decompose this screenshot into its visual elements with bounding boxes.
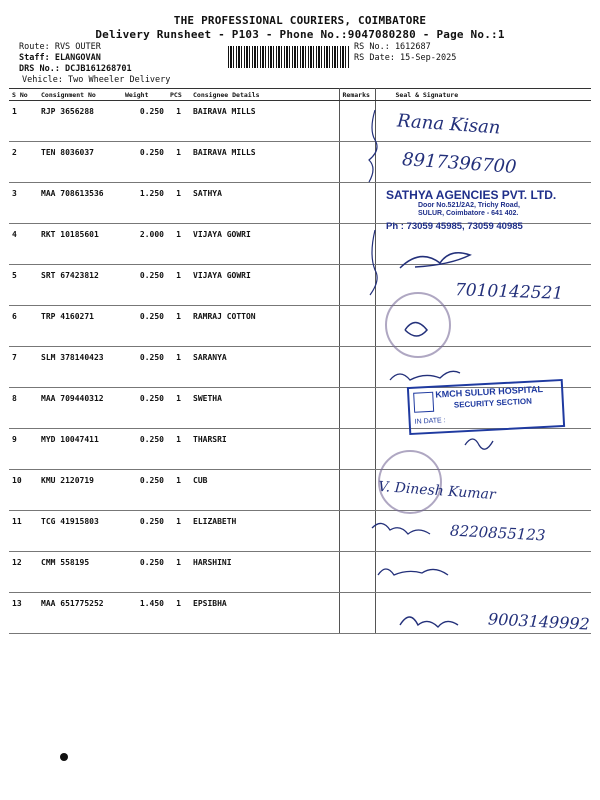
cell-consignment: CMM 558195 xyxy=(38,552,122,593)
cell-sno: 8 xyxy=(9,388,38,429)
cell-consignee: SATHYA xyxy=(190,183,339,224)
runsheet-title: Delivery Runsheet - P103 - Phone No.:9047080280 - Page No.:1 xyxy=(95,28,505,41)
col-seal: Seal & Signature xyxy=(375,89,591,101)
cell-consignee: CUB xyxy=(190,470,339,511)
cell-weight: 1.250 xyxy=(122,183,167,224)
cell-sno: 9 xyxy=(9,429,38,470)
cell-pcs: 1 xyxy=(167,470,190,511)
phone-row2: 8917396700 xyxy=(401,149,518,178)
cell-consignee: HARSHINI xyxy=(190,552,339,593)
cell-weight: 1.450 xyxy=(122,593,167,634)
cell-pcs: 1 xyxy=(167,347,190,388)
col-consignment: Consignment No xyxy=(38,89,122,101)
cell-pcs: 1 xyxy=(167,101,190,142)
stamp-phone: Ph : 73059 45985, 73059 40985 xyxy=(386,221,523,232)
cell-weight: 0.250 xyxy=(122,306,167,347)
scan-mark xyxy=(60,753,68,761)
cell-pcs: 1 xyxy=(167,265,190,306)
cell-pcs: 1 xyxy=(167,183,190,224)
route-label: Route: RVS OUTER xyxy=(19,42,101,52)
vehicle-label: Vehicle: Two Wheeler Delivery xyxy=(22,75,171,85)
cell-pcs: 1 xyxy=(167,306,190,347)
col-sno: S No xyxy=(9,89,38,101)
staff-label: Staff: ELANGOVAN xyxy=(19,53,101,63)
cell-sno: 2 xyxy=(9,142,38,183)
cell-weight: 0.250 xyxy=(122,429,167,470)
cell-pcs: 1 xyxy=(167,552,190,593)
cell-consignment: MYD 10047411 xyxy=(38,429,122,470)
cell-consignee: EPSIBHA xyxy=(190,593,339,634)
phone-row5: 7010142521 xyxy=(454,280,564,304)
cell-weight: 2.000 xyxy=(122,224,167,265)
signature-row10: V. Dinesh Kumar xyxy=(377,478,497,504)
signature-name-row1: Rana Kisan xyxy=(396,110,502,139)
col-pcs: PCS xyxy=(167,89,190,101)
stamp-company-name: SATHYA AGENCIES PVT. LTD. xyxy=(386,188,557,202)
cell-sno: 12 xyxy=(9,552,38,593)
cell-consignment: MAA 708613536 xyxy=(38,183,122,224)
cell-sno: 4 xyxy=(9,224,38,265)
cell-pcs: 1 xyxy=(167,224,190,265)
kmch-date: IN DATE : xyxy=(414,417,446,426)
rs-number: RS No.: 1612687 xyxy=(354,42,431,52)
drs-number: DRS No.: DCJB161268701 xyxy=(19,64,132,74)
cell-consignee: THARSRI xyxy=(190,429,339,470)
cell-consignee: SARANYA xyxy=(190,347,339,388)
cell-weight: 0.250 xyxy=(122,511,167,552)
cell-consignment: KMU 2120719 xyxy=(38,470,122,511)
cell-pcs: 1 xyxy=(167,511,190,552)
cell-consignee: SWETHA xyxy=(190,388,339,429)
phone-row13: 9003149992 xyxy=(487,609,591,634)
cell-consignment: MAA 651775252 xyxy=(38,593,122,634)
col-remarks: Remarks xyxy=(339,89,375,101)
cell-weight: 0.250 xyxy=(122,552,167,593)
cell-consignee: ELIZABETH xyxy=(190,511,339,552)
cell-weight: 0.250 xyxy=(122,470,167,511)
cell-consignee: VIJAYA GOWRI xyxy=(190,265,339,306)
rs-date: RS Date: 15-Sep-2025 xyxy=(354,53,457,63)
stamp-address-1: Door No.521/2A2, Trichy Road, xyxy=(418,202,520,209)
cell-consignment: MAA 709440312 xyxy=(38,388,122,429)
cell-pcs: 1 xyxy=(167,429,190,470)
phone-row11: 8220855123 xyxy=(449,521,546,545)
cell-weight: 0.250 xyxy=(122,265,167,306)
cell-sno: 13 xyxy=(9,593,38,634)
cell-sno: 1 xyxy=(9,101,38,142)
col-consignee: Consignee Details xyxy=(190,89,339,101)
cell-sno: 10 xyxy=(9,470,38,511)
cell-sno: 6 xyxy=(9,306,38,347)
cell-pcs: 1 xyxy=(167,388,190,429)
cell-consignment: TCG 41915803 xyxy=(38,511,122,552)
cell-consignment: TRP 4160271 xyxy=(38,306,122,347)
stamp-address-2: SULUR, Coimbatore - 641 402. xyxy=(418,210,519,217)
kmch-section: SECURITY SECTION xyxy=(453,396,533,410)
cell-sno: 3 xyxy=(9,183,38,224)
cell-consignee: BAIRAVA MILLS xyxy=(190,142,339,183)
kmch-name: KMCH SULUR HOSPITAL xyxy=(435,384,544,400)
cell-consignment: SRT 67423812 xyxy=(38,265,122,306)
cell-sno: 7 xyxy=(9,347,38,388)
cell-consignment: RJP 3656288 xyxy=(38,101,122,142)
cell-pcs: 1 xyxy=(167,142,190,183)
cell-consignment: RKT 10185601 xyxy=(38,224,122,265)
cell-weight: 0.250 xyxy=(122,101,167,142)
cell-weight: 0.250 xyxy=(122,347,167,388)
cell-consignee: BAIRAVA MILLS xyxy=(190,101,339,142)
cell-sno: 5 xyxy=(9,265,38,306)
cell-weight: 0.250 xyxy=(122,142,167,183)
col-weight: Weight xyxy=(122,89,167,101)
cell-consignment: SLM 378140423 xyxy=(38,347,122,388)
cell-pcs: 1 xyxy=(167,593,190,634)
cell-consignee: VIJAYA GOWRI xyxy=(190,224,339,265)
cell-weight: 0.250 xyxy=(122,388,167,429)
company-heading: THE PROFESSIONAL COURIERS, COIMBATORE xyxy=(173,14,427,27)
cell-consignee: RAMRAJ COTTON xyxy=(190,306,339,347)
cell-consignment: TEN 8036037 xyxy=(38,142,122,183)
cell-sno: 11 xyxy=(9,511,38,552)
